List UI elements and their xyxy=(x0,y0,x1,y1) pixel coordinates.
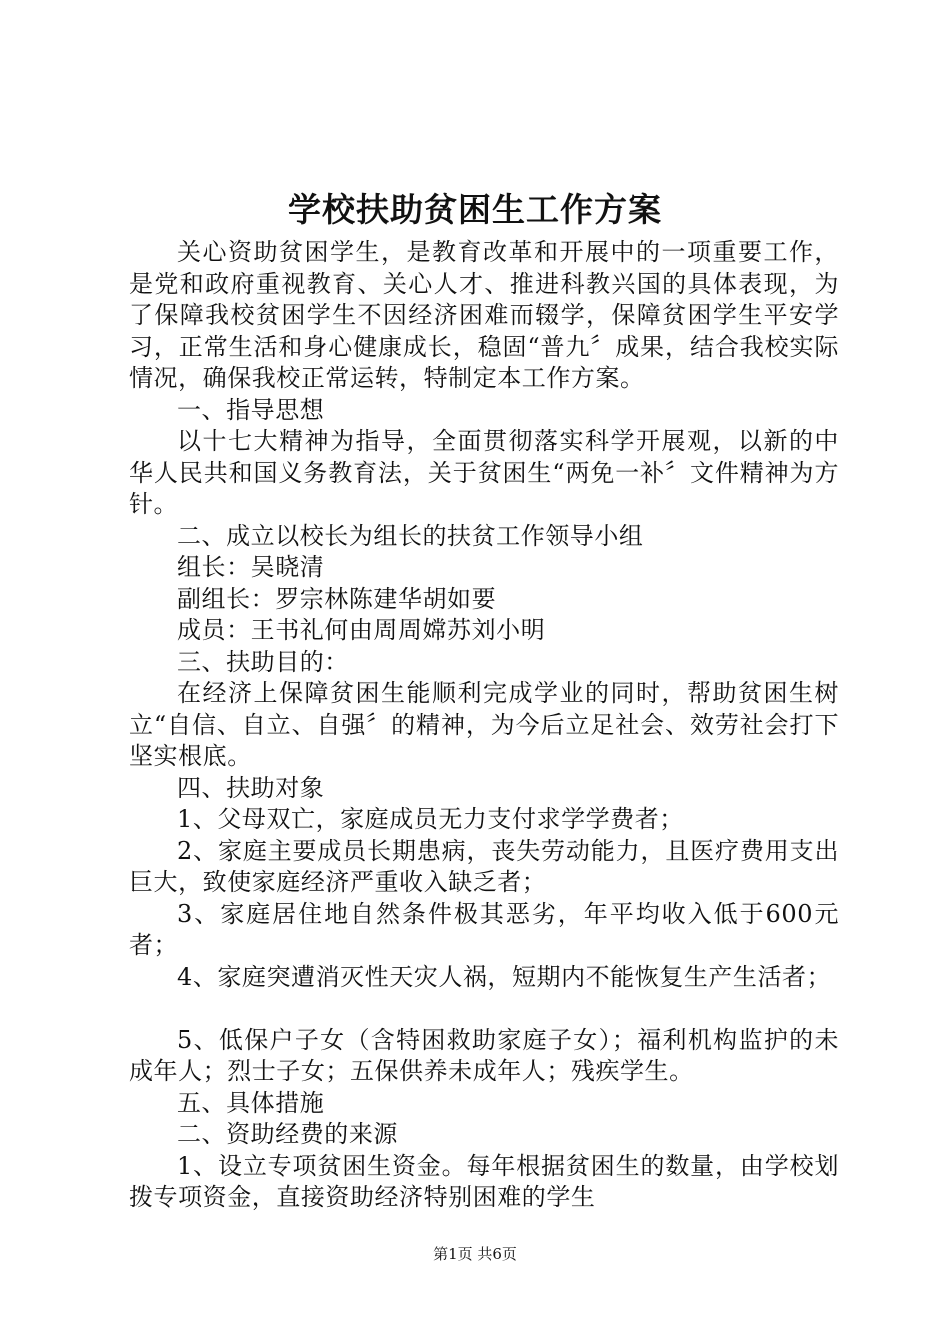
list-item-target-3: 3、家庭居住地自然条件极其恶劣，年平均收入低于600元者； xyxy=(129,899,839,959)
list-item-funding-1: 1、设立专项贫困生资金。每年根据贫困生的数量，由学校划拨专项资金，直接资助经济特别困难的学生 xyxy=(129,1151,839,1211)
list-item-target-1: 1、父母双亡，家庭成员无力支付求学学费者； xyxy=(177,805,684,833)
list-item-target-4: 4、家庭突遭消灭性天灾人祸，短期内不能恢复生产生活者； xyxy=(177,962,832,991)
heading-funding-source: 二、资助经费的来源 xyxy=(177,1120,398,1148)
paragraph-deputy-leader: 副组长：罗宗林陈建华胡如要 xyxy=(177,584,497,613)
document-body xyxy=(129,237,839,1214)
heading-leadership-group: 二、成立以校长为组长的扶贫工作领导小组 xyxy=(177,521,644,550)
list-item-target-2: 2、家庭主要成员长期患病，丧失劳动能力，且医疗费用支出巨大，致使家庭经济严重收入缺乏者； xyxy=(129,836,839,896)
paragraph-guiding-ideology: 以十七大精神为指导，全面贯彻落实科学开展观，以新的中华人民共和国义务教育法，关于贫困生“两免一补〞文件精神为方针。 xyxy=(129,427,839,518)
heading-aid-purpose: 三、扶助目的： xyxy=(177,647,349,676)
paragraph-intro: 关心资助贫困学生，是教育改革和开展中的一项重要工作，是党和政府重视教育、关心人才、推进科教兴国的具体表现，为了保障我校贫困学生不因经济困难而辍学，保障贫困学生平安学习，正常生活和身心健康成长，稳固“普九〞成果，结合我校实际情况，确保我校正常运转，特制定本工作方案。 xyxy=(129,238,839,392)
heading-aid-targets: 四、扶助对象 xyxy=(177,773,325,802)
document-title: 学校扶助贫困生工作方案 xyxy=(288,190,662,229)
paragraph-group-leader: 组长：吴晓清 xyxy=(177,553,325,581)
heading-specific-measures: 五、具体措施 xyxy=(177,1088,325,1117)
page-number-footer: 第1页 共6页 xyxy=(433,1245,517,1263)
heading-guiding-ideology: 一、指导思想 xyxy=(177,395,325,424)
list-item-target-5: 5、低保户子女（含特困救助家庭子女）；福利机构监护的未成年人；烈士子女；五保供养未成年人；残疾学生。 xyxy=(129,1025,839,1085)
paragraph-members: 成员：王书礼何由周周嫦苏刘小明 xyxy=(177,616,546,644)
paragraph-aid-purpose: 在经济上保障贫困生能顺利完成学业的同时，帮助贫困生树立“自信、自立、自强〞的精神，为今后立足社会、效劳社会打下坚实根底。 xyxy=(129,679,839,770)
